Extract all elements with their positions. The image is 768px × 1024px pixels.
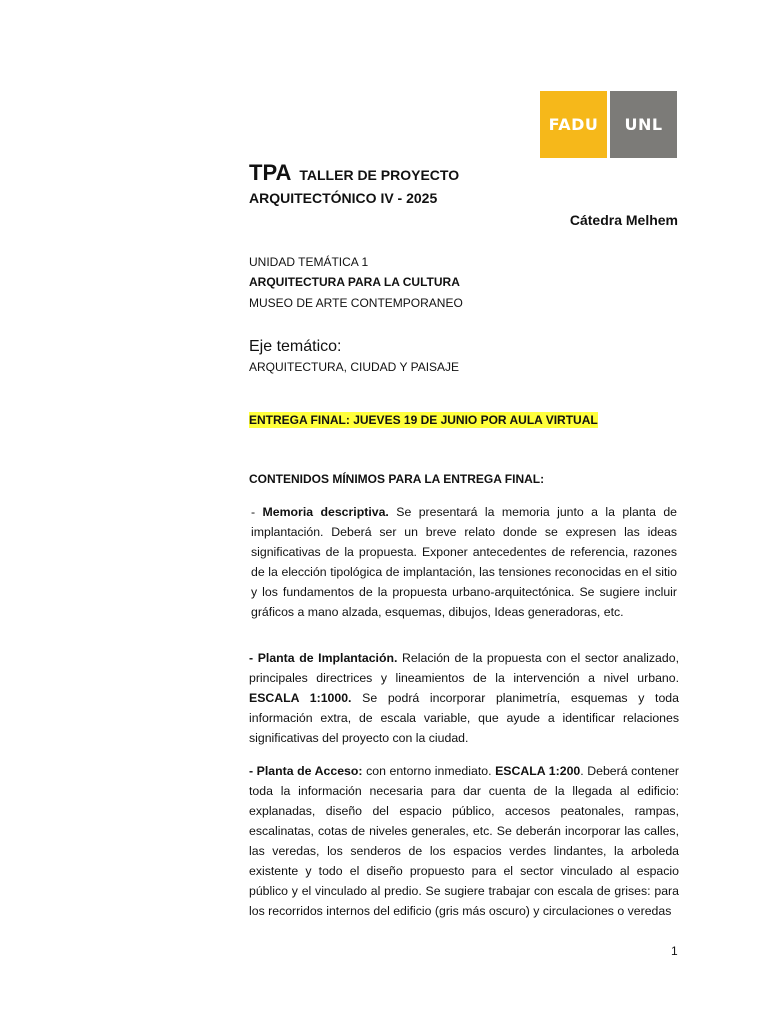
fadu-unl-logo xyxy=(540,91,677,158)
acceso-paragraph xyxy=(249,761,679,921)
memoria-paragraph xyxy=(251,502,677,622)
implantacion-text1: Relación de la propuesta con el sector analizado, principales directrices y lineamientos de la intervención a nivel urbano. xyxy=(249,651,679,685)
acceso-text1: con entorno inmediato. xyxy=(362,764,496,778)
implantacion-escala: ESCALA 1:1000. xyxy=(249,691,352,705)
logo-unl: UNL xyxy=(610,91,677,158)
contenidos-title: CONTENIDOS MÍNIMOS PARA LA ENTREGA FINAL: xyxy=(249,472,545,486)
acceso-text2: . Deberá contener toda la información necesaria para dar cuenta de la llegada al edificio: explanadas, diseño del espacio público, accesos peatonales, rampas, escalinatas, cotas de niveles generales, etc. Se deberán incorporar las calles, las veredas, los senderos de los espacios verdes lindantes, la arboleda existente y todo el diseño propuesto para el sector vinculado al espacio público y el vinculado al predio. Se sugiere trabajar con escala de grises: para los recorridos internos del edificio (gris más oscuro) y circulaciones o veredas xyxy=(249,764,680,918)
acceso-escala: ESCALA 1:200 xyxy=(495,764,581,778)
acceso-title: - Planta de Acceso: xyxy=(249,764,363,778)
memoria-title: Memoria descriptiva. xyxy=(262,505,389,519)
implantacion-text2: Se podrá incorporar planimetría, esquemas y toda información extra, de escala variable, que ayude a identificar relaciones significativas del proyecto con la ciudad. xyxy=(249,691,679,745)
entrega-highlight: ENTREGA FINAL: JUEVES 19 DE JUNIO POR AULA VIRTUAL xyxy=(249,413,598,427)
logo-fadu: FADU xyxy=(540,91,607,158)
memoria-lead: - xyxy=(251,505,263,519)
tpa-acronym: TPA xyxy=(249,160,292,185)
catedra-label: Cátedra Melhem xyxy=(569,212,678,228)
unidad-subtitle: MUSEO DE ARTE CONTEMPORANEO xyxy=(249,296,463,310)
implantacion-paragraph xyxy=(249,648,679,748)
memoria-text: Se presentará la memoria junto a la planta de implantación. Deberá ser un breve relato donde se expresen las ideas significativas de la propuesta. Exponer antecedentes de referencia, razones de la elección tipológica de implantación, las tensiones reconocidas en el sitio y los fundamentos de la propuesta urbano-arquitectónica. Se sugiere incluir gráficos a mano alzada, esquemas, dibujos, Ideas generadoras, etc. xyxy=(251,505,677,619)
document-title-line2: ARQUITECTÓNICO IV - 2025 xyxy=(249,190,438,206)
document-title xyxy=(249,160,459,186)
eje-value: ARQUITECTURA, CIUDAD Y PAISAJE xyxy=(249,360,460,374)
taller-label: TALLER DE PROYECTO xyxy=(299,167,460,183)
unidad-title: ARQUITECTURA PARA LA CULTURA xyxy=(249,275,460,289)
implantacion-title: - Planta de Implantación. xyxy=(249,651,398,665)
unidad-label: UNIDAD TEMÁTICA 1 xyxy=(249,255,369,269)
eje-label: Eje temático: xyxy=(249,338,342,355)
page-number: 1 xyxy=(671,944,678,958)
